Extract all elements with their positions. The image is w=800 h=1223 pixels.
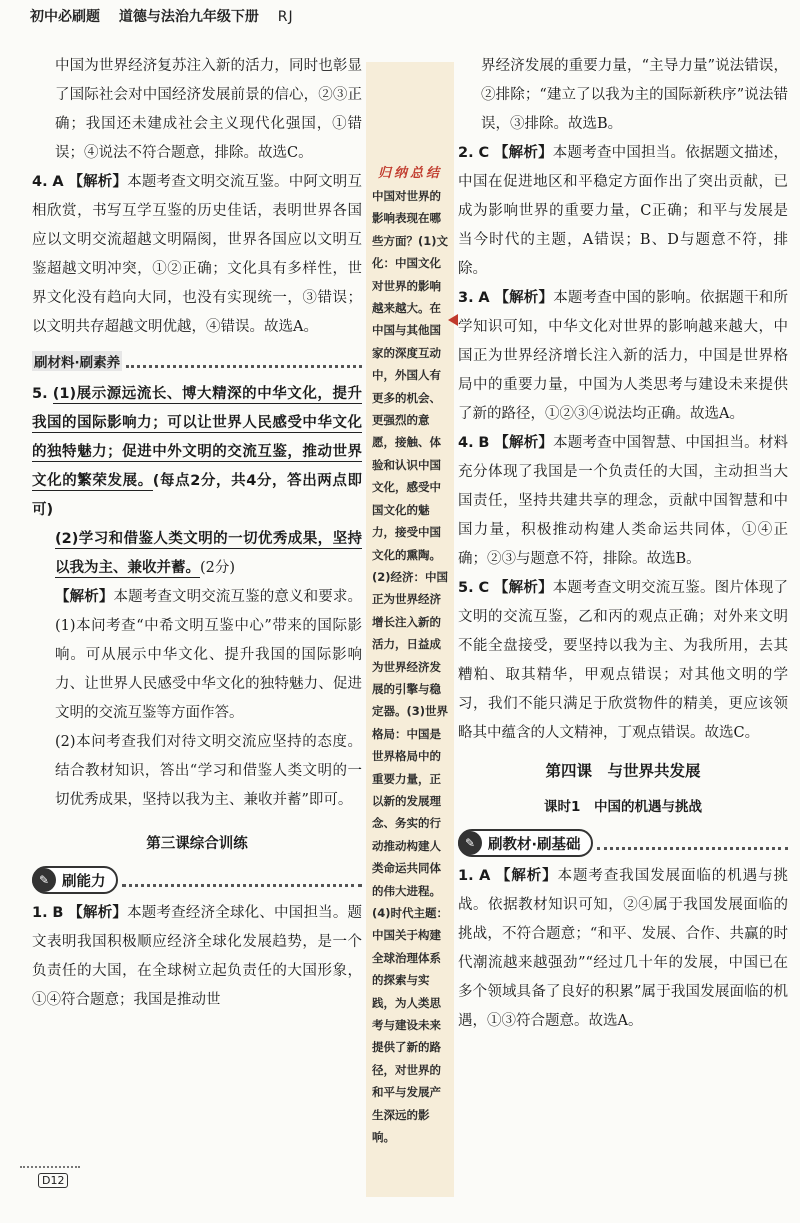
answer-letter: A bbox=[52, 174, 64, 190]
question-number: 2. bbox=[458, 145, 474, 161]
lesson-title: 课时1 中国的机遇与挑战 bbox=[544, 799, 702, 815]
summary-text: 中国对世界的影响表现在哪些方面？(1)文化：中国文化对世界的影响越来越大。在中国与其他国家的深度互动中，外国人有更多的机会、更强烈的意愿，接触、体验和认识中国文化，感受中国文化的魅力，接受中国文化的熏陶。(2)经济：中国正为世界经济增长注入新的活力，日益成为世界经济发展的引擎与稳定器。(3)世界格局：中国是世界格局中的重要力量，正以新的发展理念、务实的行动推动构建人类命运共同体的伟大进程。(4)时代主题：中国关于构建全球治理体系的探索与实践，为人类思考与建设未来提供了新的路径，对世界的和平与发展产生深远的影响。 bbox=[372, 189, 449, 1145]
page-corner-dots bbox=[20, 1166, 80, 1170]
analysis-tag: 【解析】 bbox=[493, 145, 553, 161]
analysis-text: 本题考查文明交流互鉴。中阿文明互相欣赏，书写互学互鉴的历史佳话，表明世界各国应以文明交流超越文明隔阂，世界各国应以文明互鉴超越文明冲突，①②正确；文化具有多样性，世界文化没有趋向大同，也没有实现统一，③错误；以文明共存超越文明优越，④错误。故选A。 bbox=[32, 174, 362, 335]
question-number: 5. bbox=[458, 580, 474, 596]
question-1-answer bbox=[458, 862, 788, 1036]
pencil-icon: ✎ bbox=[32, 868, 56, 892]
answer-part-2: (2)学习和借鉴人类文明的一切优秀成果，坚持以我为主、兼收并蓄。 bbox=[55, 531, 362, 576]
right-column bbox=[458, 52, 788, 1036]
summary-title: 归纳总结 bbox=[377, 166, 442, 181]
banner-label: 刷材料·刷素养 bbox=[32, 351, 122, 371]
question-5-answer bbox=[32, 380, 362, 525]
summary-sidebar bbox=[366, 62, 454, 1197]
question-5-analysis-2: (2)本问考查我们对待文明交流应坚持的态度。结合教材知识，答出“学习和借鉴人类文明的一切优秀成果，坚持以我为主、兼收并蓄”即可。 bbox=[55, 734, 362, 808]
analysis-text: 本题考查中国的影响。依据题干和所学知识可知，中华文化对世界的影响越来越大，中国正为世界经济增长注入新的活力，中国是世界格局中的重要力量，中国为人类思考与建设未来提供了新的路径，①②③④说法均正确。故选A。 bbox=[458, 290, 788, 422]
banner-material bbox=[32, 346, 362, 376]
textbook-pill: ✎ 刷教材·刷基础 bbox=[458, 829, 593, 857]
analysis-text: 本题考查文明交流互鉴的意义和要求。(1)本问考查“中希文明互鉴中心”带来的国际影响。可从展示中华文化、提升我国的国际影响力、让世界人民感受中华文化的独特魅力、促进文明的交流互鉴等方面作答。 bbox=[55, 589, 362, 721]
analysis-tag: 【解析】 bbox=[495, 868, 558, 884]
analysis-text: 本题考查中国智慧、中国担当。材料充分体现了我国是一个负责任的大国，主动担当大国责任，坚持共建共享的理念，贡献中国智慧和中国力量，积极推动构建人类命运共同体，①④正确；②③与题意不符，排除。故选B。 bbox=[458, 435, 789, 567]
analysis-text: 本题考查我国发展面临的机遇与挑战。依据教材知识可知，②④属于我国发展面临的挑战，不符合题意；“和平、发展、合作、共赢的时代潮流越来越强劲”“经过几十年的发展，中国已在多个领域具备了良好的积累”属于我国发展面临的机遇，①③符合题意。故选A。 bbox=[458, 868, 788, 1029]
ability-pill: ✎ 刷能力 bbox=[32, 866, 118, 894]
question-number: 1. bbox=[32, 905, 48, 921]
question-2-answer bbox=[458, 139, 788, 284]
question-4-answer bbox=[458, 429, 788, 574]
banner-ability bbox=[32, 865, 362, 895]
left-column bbox=[32, 52, 362, 1015]
question-number: 3. bbox=[458, 290, 474, 306]
answer-letter: B bbox=[52, 905, 64, 921]
right-paragraph-continued: 界经济发展的重要力量，“主导力量”说法错误，②排除；“建立了以我为主的国际新秩序”说法错误，③排除。故选B。 bbox=[481, 58, 788, 132]
chapter-title: 第四课 与世界共发展 bbox=[545, 762, 701, 780]
score-note: (每点2分，共4分，答出两点即可) bbox=[32, 473, 362, 518]
answer-letter: A bbox=[478, 290, 490, 306]
question-number: 5. bbox=[32, 386, 48, 402]
analysis-text: 本题考查文明交流互鉴。图片体现了文明的交流互鉴，乙和丙的观点正确；对外来文明不能全盘接受，要坚持以我为主、为我所用，去其糟粕、取其精华，甲观点错误；对其他文明的学习，我们不能只满足于欣赏物件的精美，更应该领略其中蕴含的人文精神，丁观点错误。故选C。 bbox=[458, 580, 789, 741]
analysis-tag: 【解析】 bbox=[494, 290, 554, 306]
pencil-icon: ✎ bbox=[458, 831, 482, 855]
section-title: 第三课综合训练 bbox=[146, 836, 248, 852]
answer-letter: B bbox=[478, 435, 490, 451]
analysis-text: 本题考查中国担当。依据题文描述，中国在促进地区和平稳定方面作出了突出贡献，已成为影响世界的重要力量，C正确；和平与发展是当今时代的主题，A错误；B、D与题意不符，排除。 bbox=[458, 145, 789, 277]
score-note: (2分) bbox=[200, 560, 236, 576]
pointer-arrow-icon bbox=[448, 314, 458, 326]
left-paragraph-continued: 中国为世界经济复苏注入新的活力，同时也彰显了国际社会对中国经济发展前景的信心，②③正确；我国还未建成社会主义现代化强国，①错误；④说法不符合题意，排除。故选C。 bbox=[55, 58, 362, 161]
analysis-tag: 【解析】 bbox=[55, 589, 114, 605]
question-5-answer bbox=[458, 574, 788, 748]
page-header bbox=[30, 6, 450, 30]
answer-letter: C bbox=[478, 145, 490, 161]
analysis-tag: 【解析】 bbox=[493, 580, 553, 596]
book-title: 初中必刷题 bbox=[30, 9, 100, 25]
answer-letter: A bbox=[479, 868, 491, 884]
question-4-answer bbox=[32, 168, 362, 342]
edition-tag: RJ bbox=[277, 9, 294, 25]
banner-textbook bbox=[458, 828, 788, 858]
analysis-tag: 【解析】 bbox=[68, 174, 128, 190]
analysis-tag: 【解析】 bbox=[494, 435, 554, 451]
subject-title: 道德与法治九年级下册 bbox=[118, 9, 259, 25]
question-number: 4. bbox=[32, 174, 48, 190]
question-1-answer bbox=[32, 899, 362, 1015]
question-5-part-2 bbox=[32, 525, 362, 583]
question-number: 1. bbox=[458, 868, 474, 884]
answer-part-1: (1)展示源远流长、博大精深的中华文化，提升我国的国际影响力；可以让世界人民感受中华文化的独特魅力；促进中外文明的交流互鉴，推动世界文化的繁荣发展。 bbox=[32, 386, 362, 489]
page-number: D12 bbox=[38, 1173, 68, 1188]
answer-letter: C bbox=[478, 580, 490, 596]
question-5-analysis bbox=[32, 583, 362, 728]
analysis-tag: 【解析】 bbox=[68, 905, 128, 921]
question-3-answer bbox=[458, 284, 788, 429]
question-number: 4. bbox=[458, 435, 474, 451]
analysis-text: 本题考查经济全球化、中国担当。题文表明我国积极顺应经济全球化发展趋势，是一个负责任的大国，在全球树立起负责任的大国形象，①④符合题意；我国是推动世 bbox=[32, 905, 363, 1008]
